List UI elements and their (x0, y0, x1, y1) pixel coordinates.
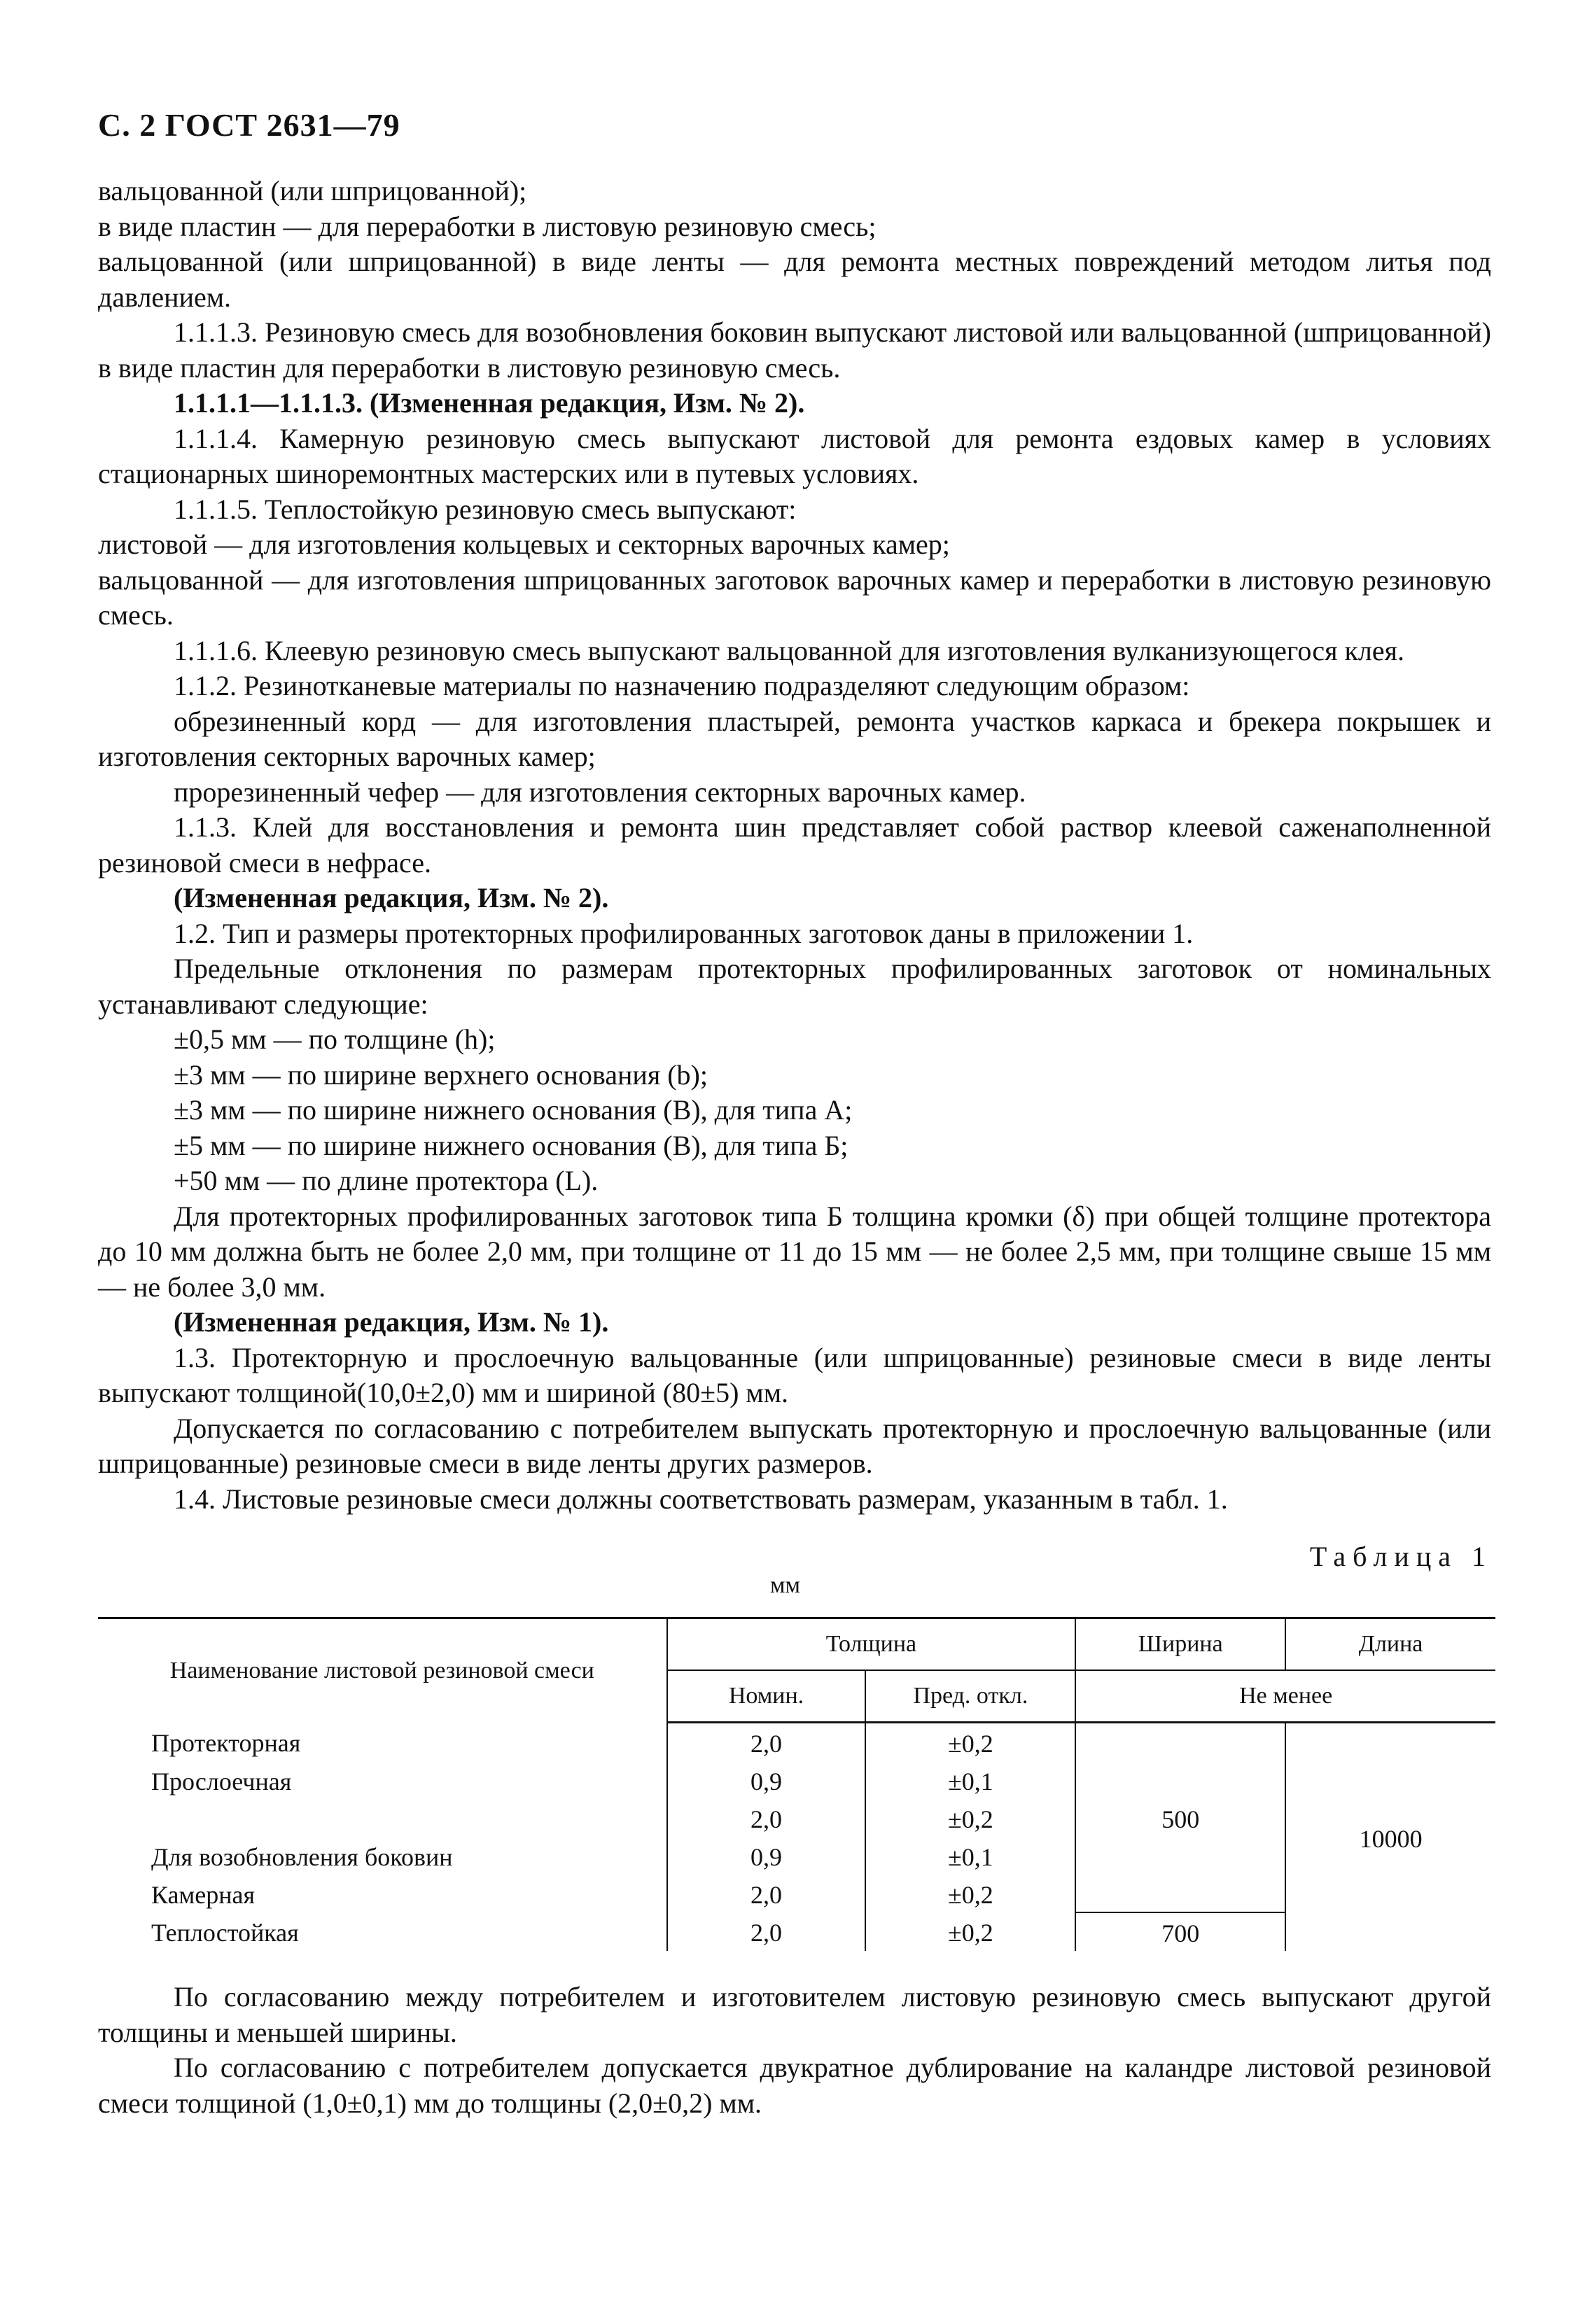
cell-nominal: 0,9 (667, 1837, 866, 1875)
paragraph: По согласованию между потребителем и изготовителем листовую резиновую смесь выпускают другой толщины и меньшей ширины. (98, 1981, 1491, 2048)
paragraph: обрезиненный корд — для изготовления пластырей, ремонта участков каркаса и брекера покрышек и изготовления секторных варочных камер; (98, 705, 1491, 772)
paragraph: Для протекторных профилированных заготовок типа Б толщина кромки (δ) при общей толщине протектора до 10 мм должна быть не более 2,0 мм, при толщине от 11 до 15 мм — не более 2,5 мм, при толщине свыше 15 мм — не более 3,0 мм. (98, 1200, 1491, 1303)
body-text (98, 174, 1491, 1517)
tolerance-item: +50 мм — по длине протектора (L). (174, 1165, 599, 1196)
paragraph: 1.1.1.4. Камерную резиновую смесь выпускают листовой для ремонта ездовых камер в условиях стационарных шиноремонтных мастерских или в путевых условиях. (98, 422, 1491, 489)
amendment-note: (Измененная редакция, Изм. № 2). (174, 882, 609, 913)
paragraph: Предельные отклонения по размерам протекторных профилированных заготовок от номинальных устанавливают следующие: (98, 953, 1491, 1020)
cell-nominal: 2,0 (667, 1799, 866, 1837)
cell-name: Теплостойкая (151, 1919, 299, 1947)
paragraph: вальцованной (или шприцованной); (98, 175, 527, 206)
header-length: Длина (1285, 1618, 1495, 1671)
header-tolerance: Пред. откл. (865, 1670, 1075, 1723)
paragraph: 1.1.2. Резинотканевые материалы по назначению подразделяют следующим образом: (174, 670, 1190, 701)
cell-name (98, 1799, 667, 1837)
table-units: мм (770, 1572, 801, 1598)
cell-nominal: 0,9 (667, 1761, 866, 1799)
header-min: Не менее (1075, 1670, 1495, 1723)
cell-tolerance: ±0,2 (865, 1723, 1075, 1762)
cell-name: Прослоечная (151, 1768, 292, 1795)
cell-tolerance: ±0,1 (865, 1761, 1075, 1799)
cell-width-main: 500 (1075, 1723, 1285, 1913)
amendment-note: (Измененная редакция, Изм. № 1). (174, 1306, 609, 1338)
cell-nominal: 2,0 (667, 1875, 866, 1912)
tolerance-item: ±3 мм — по ширине нижнего основания (B), для типа А; (174, 1094, 853, 1126)
cell-width-heat: 700 (1075, 1912, 1285, 1951)
amendment-note: 1.1.1.1—1.1.1.3. (Измененная редакция, Изм. № 2). (174, 387, 805, 419)
cell-tolerance: ±0,2 (865, 1799, 1075, 1837)
after-table-text (98, 1980, 1491, 2121)
header-thickness: Толщина (667, 1618, 1076, 1671)
cell-nominal: 2,0 (667, 1723, 866, 1762)
paragraph: 1.2. Тип и размеры протекторных профилированных заготовок даны в приложении 1. (174, 917, 1194, 949)
paragraph: вальцованной — для изготовления шприцованных заготовок варочных камер и переработки в листовую резиновую смесь. (98, 564, 1491, 631)
cell-length: 10000 (1285, 1723, 1495, 1952)
cell-name: Для возобновления боковин (151, 1843, 453, 1871)
page-header: С. 2 ГОСТ 2631—79 (98, 107, 400, 143)
paragraph: 1.1.1.6. Клеевую резиновую смесь выпускают вальцованной для изготовления вулканизующегося клея. (174, 634, 1405, 666)
table-caption: Таблица 1 (1309, 1541, 1493, 1572)
header-width: Ширина (1075, 1618, 1285, 1671)
paragraph: листовой — для изготовления кольцевых и секторных варочных камер; (98, 528, 950, 560)
cell-nominal: 2,0 (667, 1912, 866, 1951)
paragraph: Допускается по согласованию с потребителем выпускать протекторную и прослоечную вальцованные (или шприцованные) резиновые смеси в виде ленты других размеров. (98, 1412, 1491, 1479)
paragraph: 1.4. Листовые резиновые смеси должны соответствовать размерам, указанным в табл. 1. (174, 1483, 1228, 1515)
cell-name: Камерная (151, 1881, 256, 1909)
paragraph: в виде пластин — для переработки в листовую резиновую смесь; (98, 210, 877, 242)
cell-tolerance: ±0,2 (865, 1912, 1075, 1951)
paragraph: 1.1.3. Клей для восстановления и ремонта шин представляет собой раствор клеевой саженаполненной резиновой смеси в нефрасе. (98, 811, 1491, 878)
tolerance-item: ±0,5 мм — по толщине (h); (174, 1023, 496, 1055)
paragraph: 1.1.1.5. Теплостойкую резиновую смесь выпускают: (174, 493, 797, 525)
dimensions-table (98, 1617, 1495, 1951)
header-name: Наименование листовой резиновой смеси (98, 1618, 667, 1723)
paragraph: 1.1.1.3. Резиновую смесь для возобновления боковин выпускают листовой или вальцованной (шприцованной) в виде пластин для переработки в листовую резиновую смесь. (98, 316, 1491, 384)
table-row (98, 1723, 1495, 1762)
cell-name: Протекторная (151, 1728, 301, 1757)
tolerance-item: ±3 мм — по ширине верхнего основания (b); (174, 1058, 708, 1091)
paragraph: прорезиненный чефер — для изготовления секторных варочных камер. (174, 776, 1026, 808)
header-nominal: Номин. (667, 1670, 866, 1723)
paragraph: 1.3. Протекторную и прослоечную вальцованные (или шприцованные) резиновые смеси в виде ленты выпускают толщиной(10,0±2,0) мм и шириной (80±5) мм. (98, 1341, 1491, 1408)
cell-tolerance: ±0,2 (865, 1875, 1075, 1912)
cell-tolerance: ±0,1 (865, 1837, 1075, 1875)
paragraph: вальцованной (или шприцованной) в виде ленты — для ремонта местных повреждений методом литья под давлением. (98, 246, 1491, 313)
paragraph: По согласованию с потребителем допускается двукратное дублирование на каландре листовой резиновой смеси толщиной (1,0±0,1) мм до толщины (2,0±0,2) мм. (98, 2052, 1491, 2119)
tolerance-item: ±5 мм — по ширине нижнего основания (B), для типа Б; (174, 1129, 849, 1161)
